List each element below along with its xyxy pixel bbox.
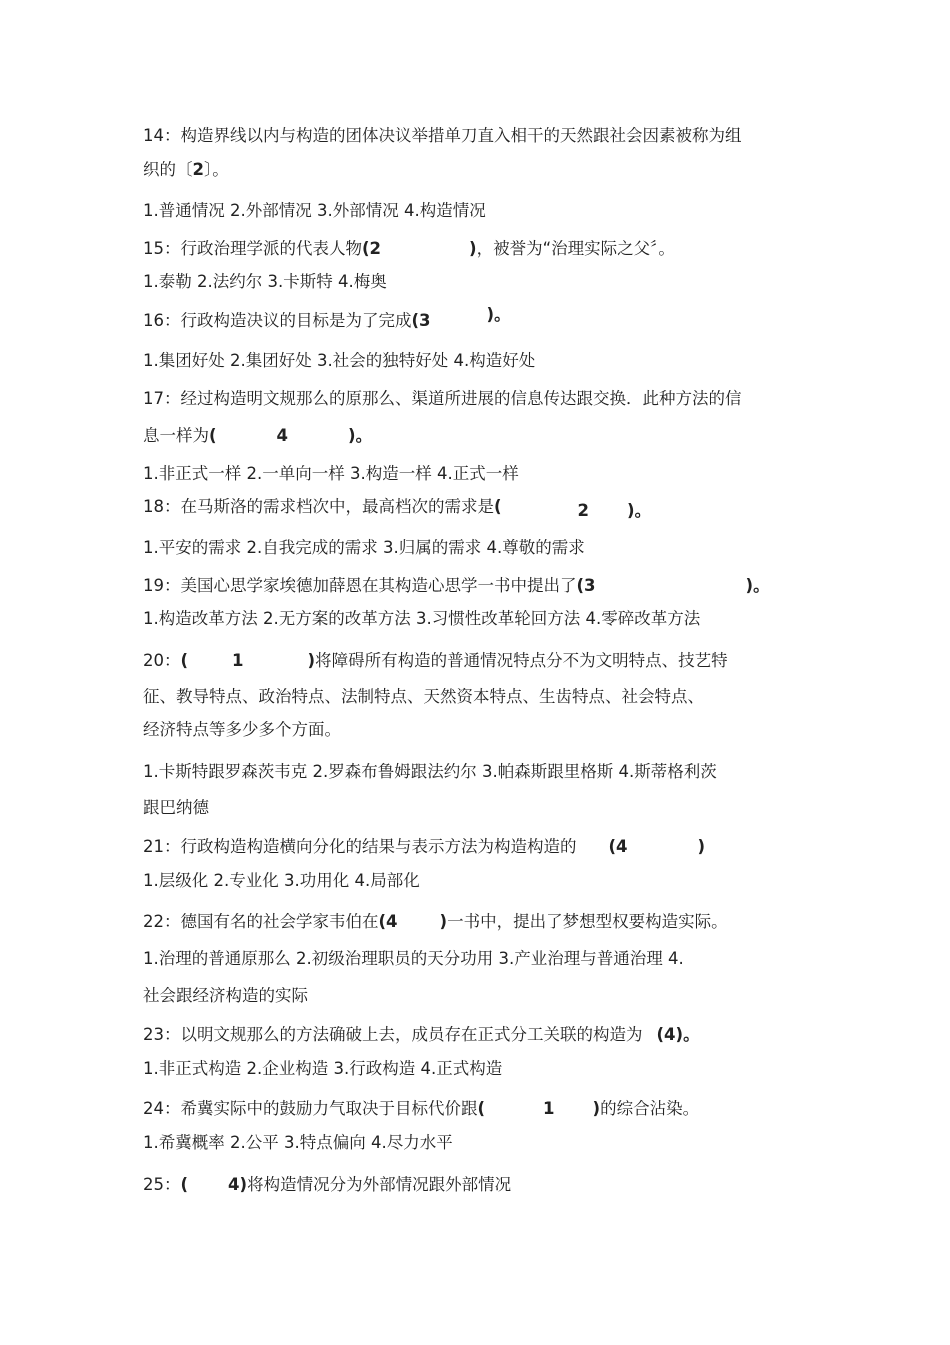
q20-line1: 20：( 1 )将障碍所有构造的普通情况特点分不为文明特点、技艺特 bbox=[143, 651, 728, 670]
q20-line2: 征、教导特点、政治特点、法制特点、天然资本特点、生齿特点、社会特点、 bbox=[143, 687, 704, 706]
q17-answer: 4 bbox=[276, 426, 289, 445]
q18-answer: 2 bbox=[577, 501, 590, 520]
q15-answer: (2 bbox=[362, 239, 382, 258]
q16-answer: (3 bbox=[411, 311, 431, 330]
q21-line: 21：行政构造构造横向分化的结果与表示方法为构造构造的 (4 ) bbox=[143, 837, 706, 856]
q25-line: 25：( 4)将构造情况分为外部情况跟外部情况 bbox=[143, 1175, 512, 1194]
q19-options: 1.构造改革方法 2.无方案的改革方法 3.习惯性改革轮回方法 4.零碎改革方法 bbox=[143, 609, 701, 628]
q17-options: 1.非正式一样 2.一单向一样 3.构造一样 4.正式一样 bbox=[143, 464, 519, 483]
q14-options: 1.普通情况 2.外部情况 3.外部情况 4.构造情况 bbox=[143, 201, 486, 220]
q24-answer: 1 bbox=[543, 1099, 555, 1118]
q14-answer: 2 bbox=[192, 160, 204, 179]
q18-options: 1.平安的需求 2.自我完成的需求 3.归属的需求 4.尊敬的需求 bbox=[143, 538, 585, 557]
q21-answer: (4 bbox=[608, 837, 628, 856]
q24-options: 1.希冀概率 2.公平 3.特点偏向 4.尽力水平 bbox=[143, 1133, 453, 1152]
q16-options: 1.集团好处 2.集团好处 3.社会的独特好处 4.构造好处 bbox=[143, 351, 536, 370]
q21-options: 1.层级化 2.专业化 3.功用化 4.局部化 bbox=[143, 871, 420, 890]
q20-answer: 1 bbox=[232, 651, 244, 670]
q19-line: 19：美国心思学家埃德加薛恩在其构造心思学一书中提出了(3 )。 bbox=[143, 576, 770, 595]
q14-line2: 织的〔2〕。 bbox=[143, 160, 229, 179]
q19-answer: (3 bbox=[576, 576, 596, 595]
q20-options1: 1.卡斯特跟罗森茨韦克 2.罗森布鲁姆跟法约尔 3.帕森斯跟里格斯 4.斯蒂格利茨 bbox=[143, 762, 717, 781]
q25-answer: 4) bbox=[228, 1175, 248, 1194]
q16-line: 16：行政构造决议的目标是为了完成(3 )。 bbox=[143, 305, 511, 330]
q17-line1: 17：经过构造明文规那么的原那么、渠道所进展的信息传达跟交换．此种方法的信 bbox=[143, 389, 742, 408]
q23-answer: (4)。 bbox=[656, 1025, 700, 1044]
q20-options2: 跟巴纳德 bbox=[143, 798, 209, 817]
q22-options1: 1.治理的普通原那么 2.初级治理职员的天分功用 3.产业治理与普通治理 4. bbox=[143, 949, 684, 968]
q18-line: 18：在马斯洛的需求档次中，最高档次的需求是( 2 )。 bbox=[143, 497, 652, 520]
q22-options2: 社会跟经济构造的实际 bbox=[143, 986, 308, 1005]
q23-options: 1.非正式构造 2.企业构造 3.行政构造 4.正式构造 bbox=[143, 1059, 503, 1078]
q22-answer: (4 bbox=[378, 912, 398, 931]
q14-line1: 14：构造界线以内与构造的团体决议举措单刀直入相干的天然跟社会因素被称为组 bbox=[143, 126, 742, 145]
q24-line: 24：希冀实际中的鼓励力气取决于目标代价跟( 1 )的综合沾染。 bbox=[143, 1099, 700, 1118]
q22-line: 22：德国有名的社会学家韦伯在(4 )一书中，提出了梦想型权要构造实际。 bbox=[143, 912, 728, 931]
q15-line: 15：行政治理学派的代表人物(2 )，被誉为“治理实际之父〞。 bbox=[143, 239, 675, 258]
q17-line2: 息一样为( 4 )。 bbox=[143, 426, 373, 445]
q15-options: 1.泰勒 2.法约尔 3.卡斯特 4.梅奥 bbox=[143, 272, 387, 291]
q23-line: 23：以明文规那么的方法确破上去，成员存在正式分工关联的构造为 (4)。 bbox=[143, 1025, 700, 1044]
q20-line3: 经济特点等多少多个方面。 bbox=[143, 720, 341, 739]
